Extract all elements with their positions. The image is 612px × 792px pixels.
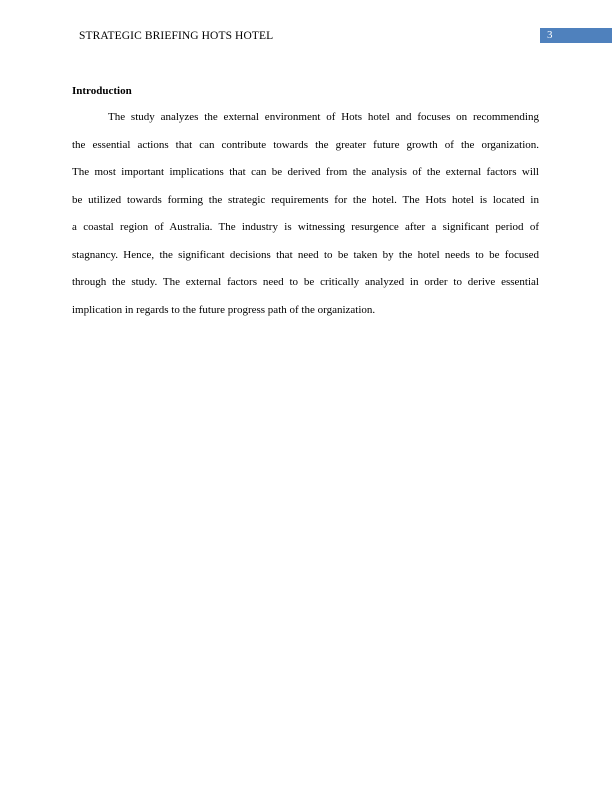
page-number: 3 bbox=[547, 29, 553, 41]
page-header bbox=[0, 0, 612, 60]
page-number-badge bbox=[540, 28, 612, 43]
section-heading: Introduction bbox=[72, 85, 132, 97]
paragraph-line: a coastal region of Australia. The industry is witnessing resurgence after a significant period of bbox=[72, 221, 539, 233]
paragraph-line: The most important implications that can be derived from the analysis of the external factors will bbox=[72, 166, 539, 178]
introduction-paragraph bbox=[72, 104, 539, 324]
paragraph-line: be utilized towards forming the strategic requirements for the hotel. The Hots hotel is located in bbox=[72, 193, 539, 206]
paragraph-line: The study analyzes the external environment of Hots hotel and focuses on recommending bbox=[108, 111, 539, 123]
document-body bbox=[72, 84, 539, 324]
paragraph-line: stagnancy. Hence, the significant decisions that need to be taken by the hotel needs to be focused bbox=[72, 248, 539, 261]
paragraph-line: through the study. The external factors need to be critically analyzed in order to derive essential bbox=[72, 276, 539, 288]
running-head: STRATEGIC BRIEFING HOTS HOTEL bbox=[79, 30, 274, 42]
paragraph-line: the essential actions that can contribute towards the greater future growth of the organization. bbox=[72, 138, 539, 151]
paragraph-line: implication in regards to the future progress path of the organization. bbox=[72, 303, 376, 316]
